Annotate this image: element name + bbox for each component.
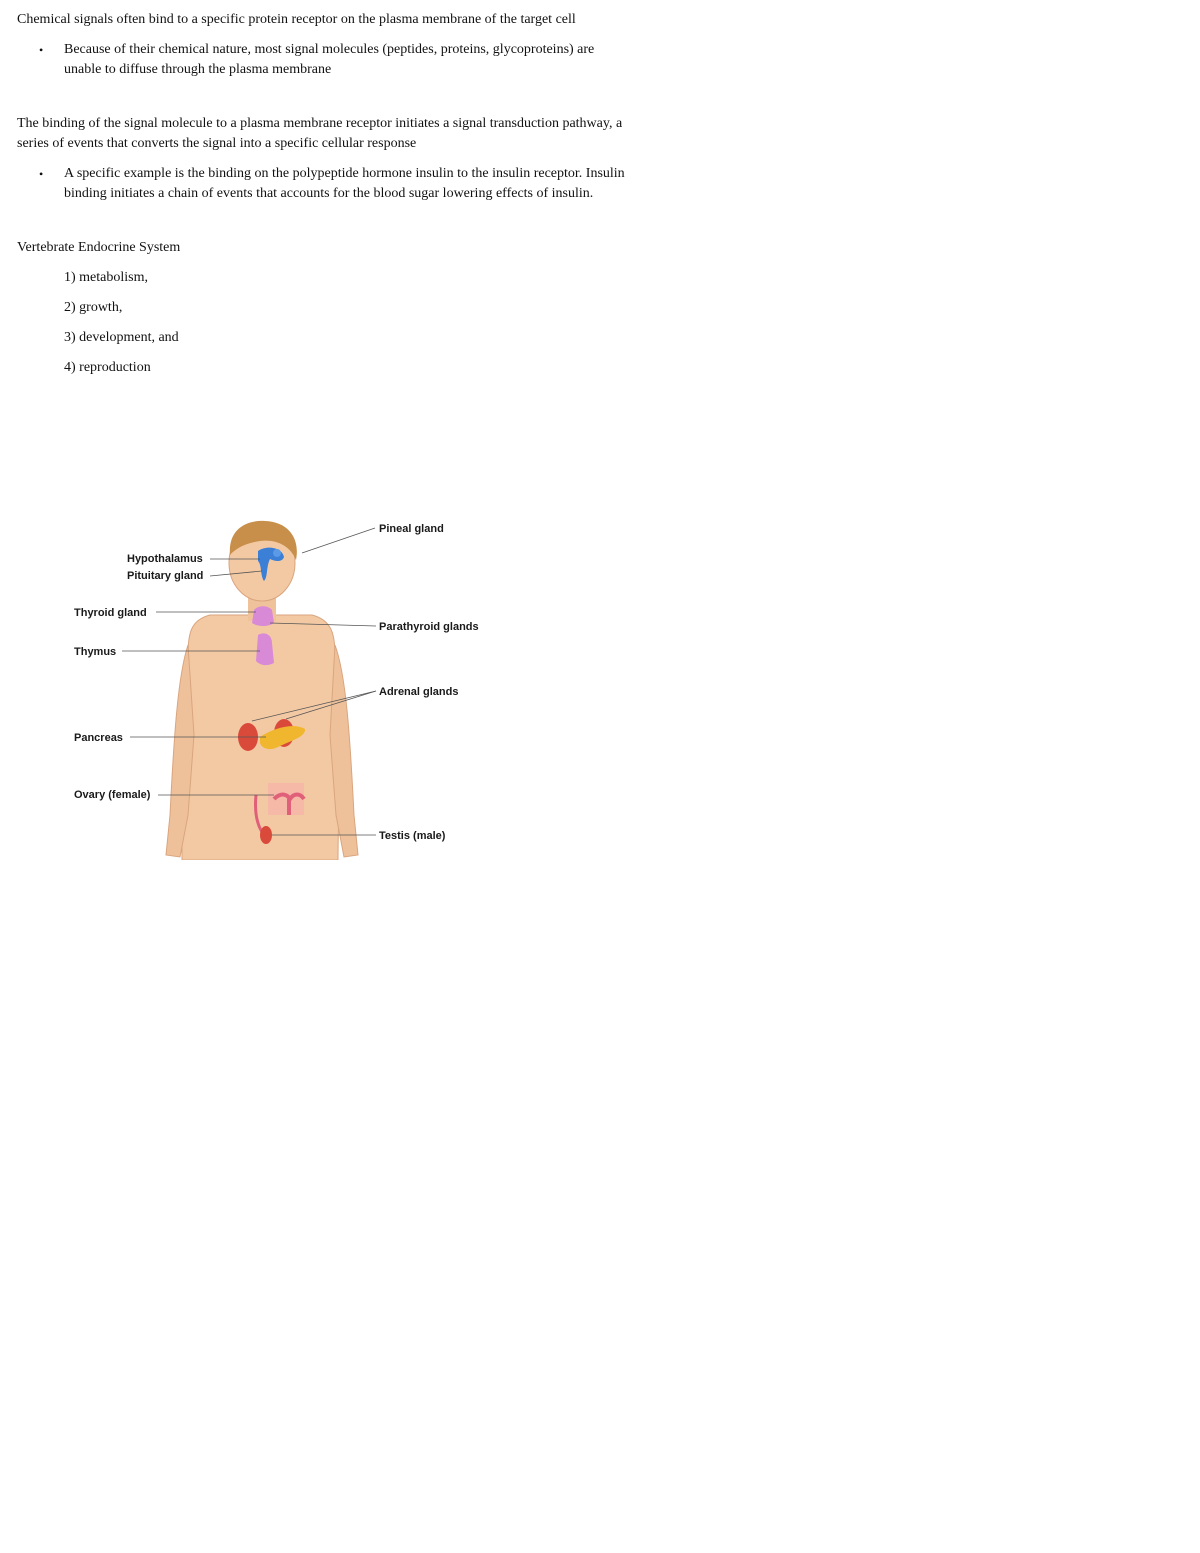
label-ovary: Ovary (female) — [74, 789, 151, 801]
paragraph-chemical-signals: Chemical signals often bind to a specific protein receptor on the plasma membrane of the target cell — [17, 12, 576, 27]
reproductive-highlight — [268, 783, 304, 815]
list-item: 2) growth, — [64, 300, 123, 315]
label-thyroid-gland: Thyroid gland — [74, 607, 147, 619]
label-adrenal-glands: Adrenal glands — [379, 686, 459, 698]
bullet-list-1 — [17, 40, 632, 80]
bullet-text: A specific example is the binding on the polypeptide hormone insulin to the insulin receptor. Insulin binding initiates a chain of events that accounts for the blood sugar lowering effects of insulin. — [64, 166, 625, 201]
label-parathyroid-glands: Parathyroid glands — [379, 621, 479, 633]
label-testis: Testis (male) — [379, 830, 446, 842]
label-pancreas: Pancreas — [74, 732, 123, 744]
function-list — [64, 268, 632, 378]
list-item: 3) development, and — [64, 330, 179, 345]
bullet-dot: • — [39, 43, 44, 57]
label-hypothalamus: Hypothalamus — [127, 553, 203, 565]
bullet-text: Because of their chemical nature, most signal molecules (peptides, proteins, glycoproteins) are unable to diffuse through the plasma membrane — [64, 42, 595, 77]
bullet-item — [17, 40, 632, 80]
label-pituitary-gland: Pituitary gland — [127, 570, 204, 582]
pineal-gland — [273, 549, 281, 557]
testis — [260, 826, 272, 844]
list-item: 1) metabolism, — [64, 270, 148, 285]
endocrine-figure-svg — [70, 515, 500, 860]
endocrine-diagram — [70, 515, 500, 860]
document-body — [17, 10, 632, 388]
bullet-list-2 — [17, 164, 632, 204]
label-pineal-gland: Pineal gland — [379, 523, 444, 535]
list-item: 4) reproduction — [64, 360, 151, 375]
bullet-item — [17, 164, 632, 204]
section-heading: Vertebrate Endocrine System — [17, 240, 181, 255]
bullet-dot: • — [39, 167, 44, 181]
label-thymus: Thymus — [74, 646, 117, 658]
paragraph-signal-transduction: The binding of the signal molecule to a plasma membrane receptor initiates a signal transduction pathway, a series of events that converts the signal into a specific cellular response — [17, 116, 623, 151]
